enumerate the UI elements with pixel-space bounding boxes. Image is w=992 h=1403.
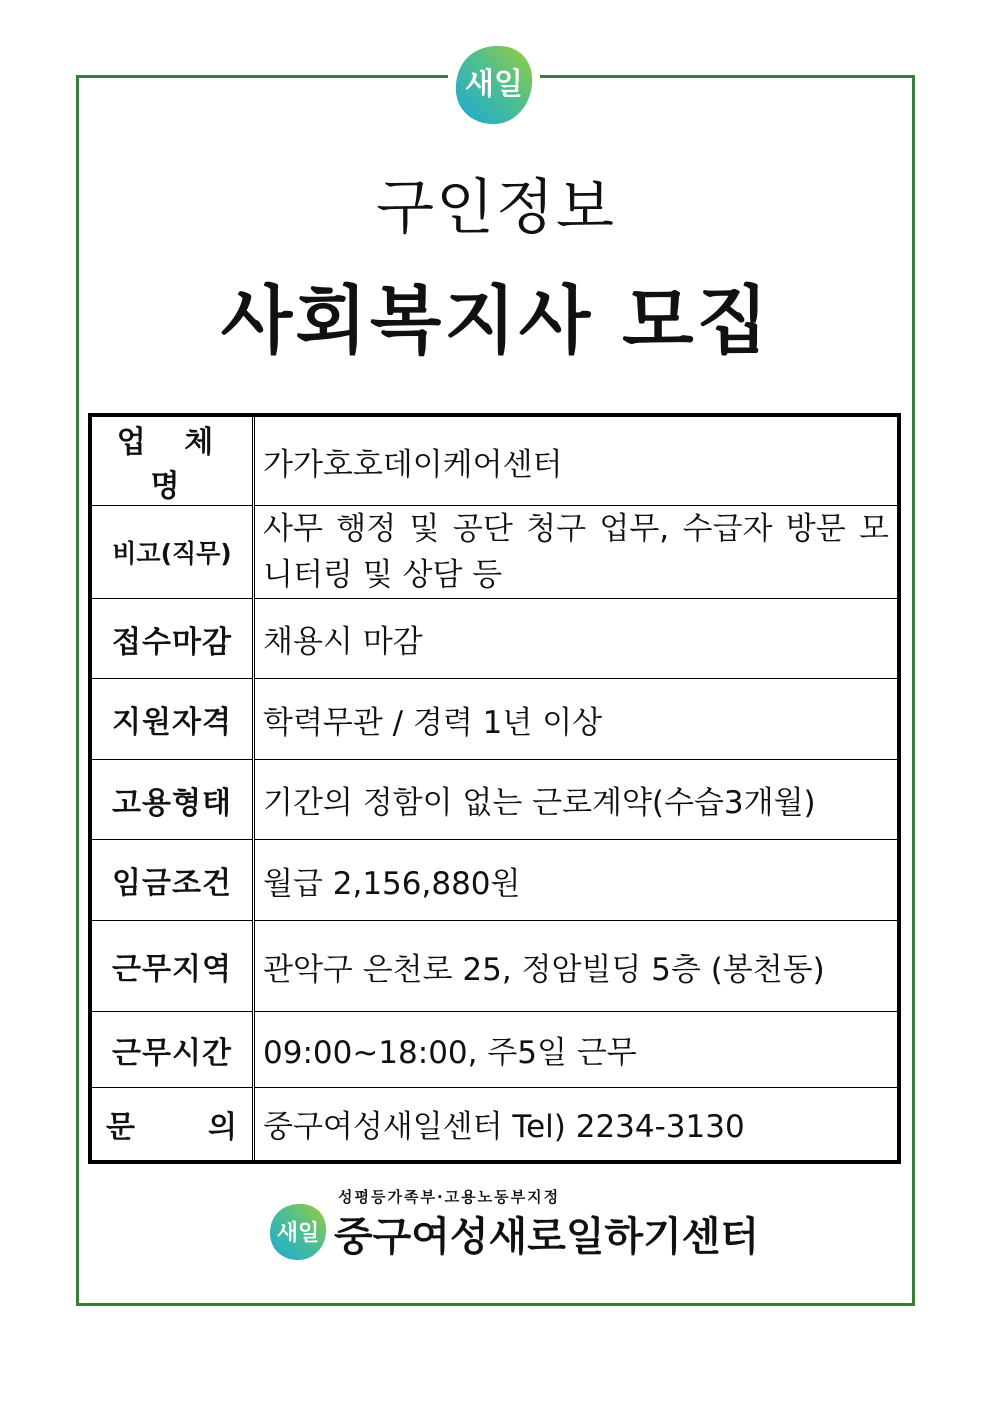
table-row — [90, 1088, 899, 1162]
table-row — [90, 599, 899, 679]
row-value: 사무 행정 및 공단 청구 업무, 수급자 방문 모니터링 및 상담 등 — [254, 506, 900, 599]
row-value: 중구여성새일센터 Tel) 2234-3130 — [254, 1088, 900, 1162]
table-row — [90, 506, 899, 599]
row-value: 월급 2,156,880원 — [254, 840, 900, 921]
row-label: 고용형태 — [90, 760, 254, 840]
saeil-logo-top — [448, 42, 540, 128]
saeil-logo-footer — [266, 1201, 330, 1267]
row-label: 임금조건 — [90, 840, 254, 921]
row-label: 비고(직무) — [90, 506, 254, 599]
row-value: 기간의 정함이 없는 근로계약(수습3개월) — [254, 760, 900, 840]
table-row — [90, 679, 899, 760]
subtitle: 구인정보 — [376, 173, 616, 243]
logo-text: 새일 — [465, 67, 523, 102]
row-value: 관악구 은천로 25, 정암빌딩 5층 (봉천동) — [254, 921, 900, 1012]
row-label: 지원자격 — [90, 679, 254, 760]
row-label: 근무시간 — [90, 1012, 254, 1088]
footer-caption: 성평등가족부·고용노동부지정 — [338, 1188, 561, 1206]
row-label: 업 체 명 — [90, 415, 254, 506]
row-value: 가가호호데이케어센터 — [254, 415, 900, 506]
row-value: 학력무관 / 경력 1년 이상 — [254, 679, 900, 760]
row-value: 채용시 마감 — [254, 599, 900, 679]
row-label: 접수마감 — [90, 599, 254, 679]
footer-center-name: 중구여성새로일하기센터 — [334, 1214, 760, 1260]
table-row — [90, 840, 899, 921]
row-label: 문 의 — [90, 1088, 254, 1162]
logo-text: 새일 — [276, 1221, 320, 1246]
table-row — [90, 921, 899, 1012]
job-info-table — [88, 413, 901, 1164]
page-title: 사회복지사 모집 — [220, 278, 772, 364]
row-label: 근무지역 — [90, 921, 254, 1012]
table-row — [90, 1012, 899, 1088]
table-row — [90, 760, 899, 840]
row-value: 09:00~18:00, 주5일 근무 — [254, 1012, 900, 1088]
table-row — [90, 415, 899, 506]
